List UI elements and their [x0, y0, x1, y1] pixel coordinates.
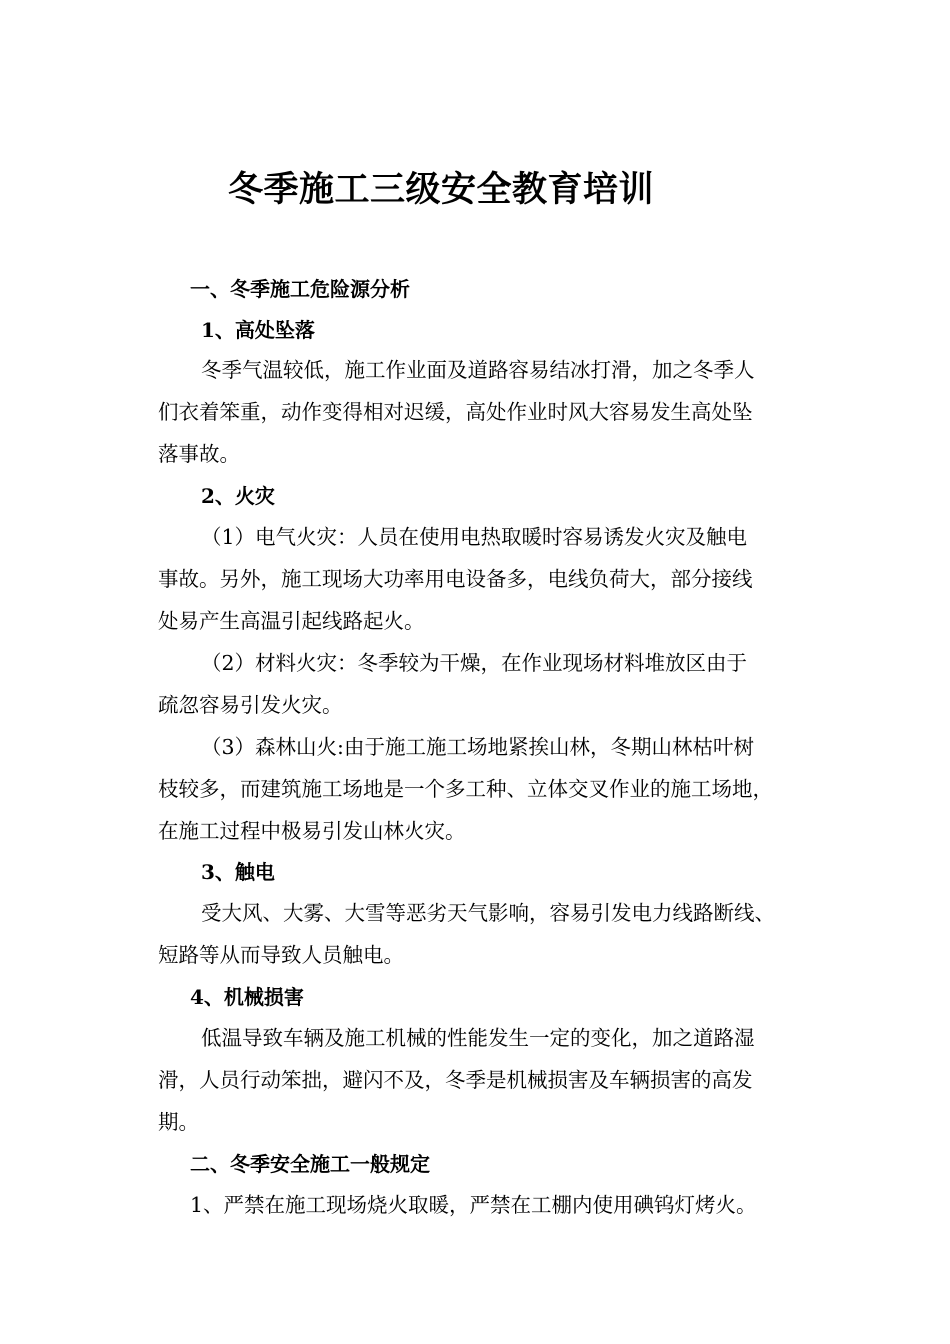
paragraph-line: 们衣着笨重，动作变得相对迟缓，高处作业时风大容易发生高处坠 [158, 400, 753, 424]
paragraph-line: 期。 [158, 1110, 199, 1134]
section-heading-hazard-analysis: 一、冬季施工危险源分析 [190, 277, 410, 301]
paragraph-line: （2）材料火灾：冬季较为干燥，在作业现场材料堆放区由于 [201, 651, 748, 675]
section-heading-general-rules: 二、冬季安全施工一般规定 [190, 1152, 430, 1176]
paragraph-line: 冬季气温较低，施工作业面及道路容易结冰打滑，加之冬季人 [201, 358, 755, 382]
paragraph-line: 事故。另外，施工现场大功率用电设备多，电线负荷大，部分接线 [158, 567, 753, 591]
paragraph-line: 受大风、大雾、大雪等恶劣天气影响，容易引发电力线路断线、 [201, 901, 775, 925]
subheading-electric-shock: 3、触电 [201, 860, 275, 884]
paragraph-line: 滑，人员行动笨拙，避闪不及，冬季是机械损害及车辆损害的高发 [158, 1068, 753, 1092]
paragraph-line: 枝较多，而建筑施工场地是一个多工种、立体交叉作业的施工场地， [158, 777, 773, 801]
document-title: 冬季施工三级安全教育培训 [228, 169, 655, 210]
subheading-mechanical-injury: 4、机械损害 [190, 985, 304, 1009]
paragraph-line: 落事故。 [158, 442, 240, 466]
subheading-fire: 2、火灾 [201, 484, 275, 508]
paragraph-line: （3）森林山火:由于施工施工场地紧挨山林，冬期山林枯叶树 [201, 735, 754, 759]
paragraph-line: （1）电气火灾：人员在使用电热取暖时容易诱发火灾及触电 [201, 525, 748, 549]
subheading-fall-from-height: 1、高处坠落 [201, 318, 315, 342]
paragraph-line: 1、严禁在施工现场烧火取暖，严禁在工棚内使用碘钨灯烤火。 [190, 1193, 757, 1217]
paragraph-line: 处易产生高温引起线路起火。 [158, 609, 425, 633]
paragraph-line: 低温导致车辆及施工机械的性能发生一定的变化，加之道路湿 [201, 1026, 755, 1050]
paragraph-line: 疏忽容易引发火灾。 [158, 693, 343, 717]
paragraph-line: 短路等从而导致人员触电。 [158, 943, 404, 967]
paragraph-line: 在施工过程中极易引发山林火灾。 [158, 819, 466, 843]
